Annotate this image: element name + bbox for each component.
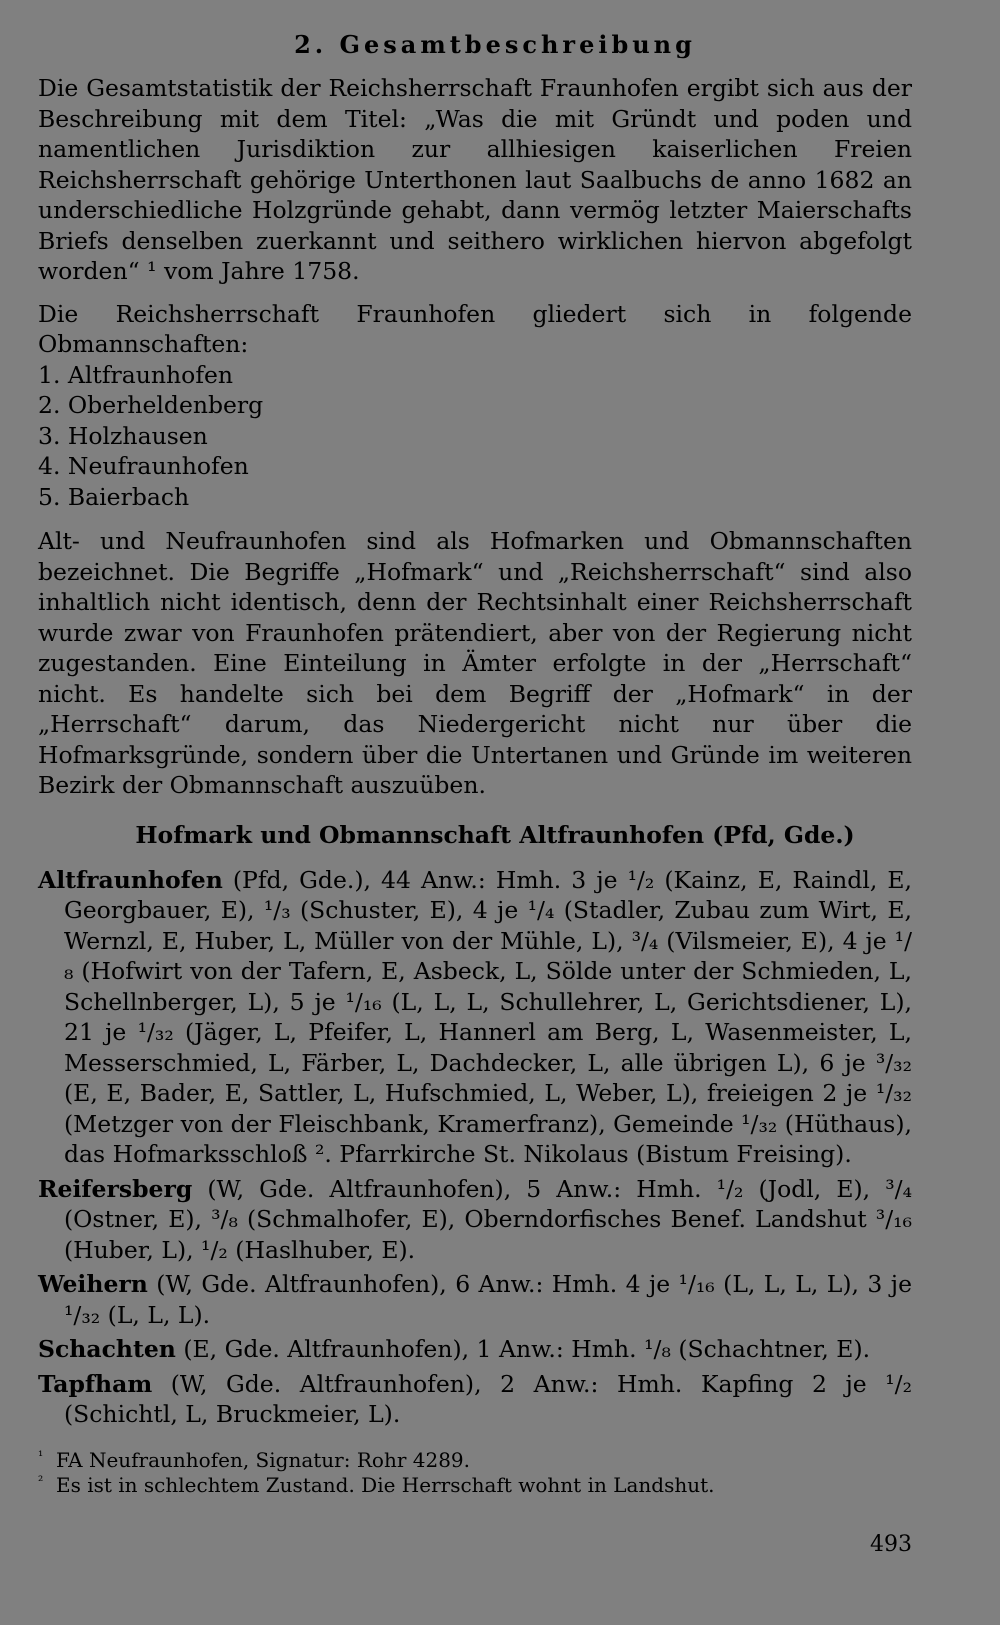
footnote-mark: ²	[38, 1473, 44, 1489]
list-item: 4. Neufraunhofen	[38, 452, 249, 480]
place-entry	[38, 865, 912, 1170]
obmannschaft-list	[38, 360, 912, 513]
footnotes	[38, 1448, 912, 1498]
place-description: (W, Gde. Altfraunhofen), 2 Anw.: Hmh. Kapfing 2 je ¹/₂ (Schichtl, L, Bruckmeier, L).	[64, 1369, 912, 1428]
discussion-paragraph: Alt- und Neufraunhofen sind als Hofmarken und Obmannschaften bezeichnet. Die Begriffe „Hofmark“ und „Reichsherrschaft“ sind also inhaltlich nicht identisch, denn der Rechtsinhalt einer Reichsherrschaft wurde zwar von Fraunhofen prätendiert, aber von der Regierung nicht zugestanden. Eine Einteilung in Ämter erfolgte in der „Herrschaft“ nicht. Es handelte sich bei dem Begriff der „Hofmark“ in der „Herrschaft“ darum, das Niedergericht nicht nur über die Hofmarksgründe, sondern über die Untertanen und Gründe im weiteren Bezirk der Obmannschaft auszuüben.	[38, 527, 912, 799]
place-entry	[38, 1269, 912, 1330]
page-number: 493	[870, 1532, 912, 1557]
place-name: Reifersberg	[38, 1174, 193, 1203]
place-description: (W, Gde. Altfraunhofen), 5 Anw.: Hmh. ¹/₂ (Jodl, E), ³/₄ (Ostner, E), ³/₈ (Schmalhofer, E), Oberndorfisches Benef. Landshut ³/₁₆ (Huber, L), ¹/₂ (Haslhuber, E).	[64, 1174, 912, 1264]
place-name: Weihern	[38, 1270, 148, 1298]
subheading: Hofmark und Obmannschaft Altfraunhofen (Pfd, Gde.)	[135, 820, 855, 849]
list-item: 3. Holzhausen	[38, 421, 208, 450]
place-name: Altfraunhofen	[38, 865, 223, 894]
footnote	[38, 1448, 912, 1473]
footnote-text: FA Neufraunhofen, Signatur: Rohr 4289.	[56, 1447, 470, 1472]
footnote	[38, 1473, 912, 1498]
place-entry	[38, 1334, 912, 1365]
place-name: Schachten	[38, 1335, 176, 1363]
place-description: (E, Gde. Altfraunhofen), 1 Anw.: Hmh. ¹/₈ (Schachtner, E).	[175, 1335, 871, 1363]
place-entry	[38, 1174, 912, 1266]
list-item: 1. Altfraunhofen	[38, 360, 234, 389]
footnote-mark: ¹	[38, 1448, 44, 1464]
footnote-text: Es ist in schlechtem Zustand. Die Herrschaft wohnt in Landshut.	[56, 1472, 715, 1497]
place-entry	[38, 1369, 912, 1430]
intro-paragraph: Die Gesamtstatistik der Reichsherrschaft Fraunhofen ergibt sich aus der Beschreibung mit dem Titel: „Was die mit Gründt und poden und namentlichen Jurisdiktion zur allhiesigen kaiserlichen Freien Reichsherrschaft gehörige Unterthonen laut Saalbuchs de anno 1682 an underschiedliche Holzgründe gehabt, dann vermög letzter Maierschafts Briefs denselben zuerkannt und seithero wirklichen hiervon abgefolgt worden“ ¹ vom Jahre 1758.	[38, 74, 912, 285]
section-title: 2. Gesamtbeschreibung	[294, 30, 696, 59]
list-item: 5. Baierbach	[38, 482, 190, 511]
place-name: Tapfham	[38, 1369, 153, 1398]
list-item: 2. Oberheldenberg	[38, 391, 264, 419]
list-intro: Die Reichsherrschaft Fraunhofen gliedert sich in folgende Obmannschaften:	[38, 299, 912, 358]
place-description: (Pfd, Gde.), 44 Anw.: Hmh. 3 je ¹/₂ (Kainz, E, Raindl, E, Georgbauer, E), ¹/₃ (Schuster, E), 4 je ¹/₄ (Stadler, Zubau zum Wirt, E, Wernzl, E, Huber, L, Müller von der Mühle, L), ³/₄ (Vilsmeier, E), 4 je ¹/₈ (Hofwirt von der Tafern, E, Asbeck, L, Sölde unter der Schmieden, L, Schellnberger, L), 5 je ¹/₁₆ (L, L, L, Schullehrer, L, Gerichtsdiener, L), 21 je ¹/₃₂ (Jäger, L, Pfeifer, L, Hannerl am Berg, L, Wasenmeister, L, Messerschmied, L, Färber, L, Dachdecker, L, alle übrigen L), 6 je ³/₃₂ (E, E, Bader, E, Sattler, L, Hufschmied, L, Weber, L), freieigen 2 je ¹/₃₂ (Metzger von der Fleischbank, Kramerfranz), Gemeinde ¹/₃₂ (Hüthaus), das Hofmarksschloß ². Pfarrkirche St. Nikolaus (Bistum Freising).	[64, 865, 912, 1168]
place-description: (W, Gde. Altfraunhofen), 6 Anw.: Hmh. 4 je ¹/₁₆ (L, L, L, L), 3 je ¹/₃₂ (L, L, L).	[64, 1270, 912, 1329]
